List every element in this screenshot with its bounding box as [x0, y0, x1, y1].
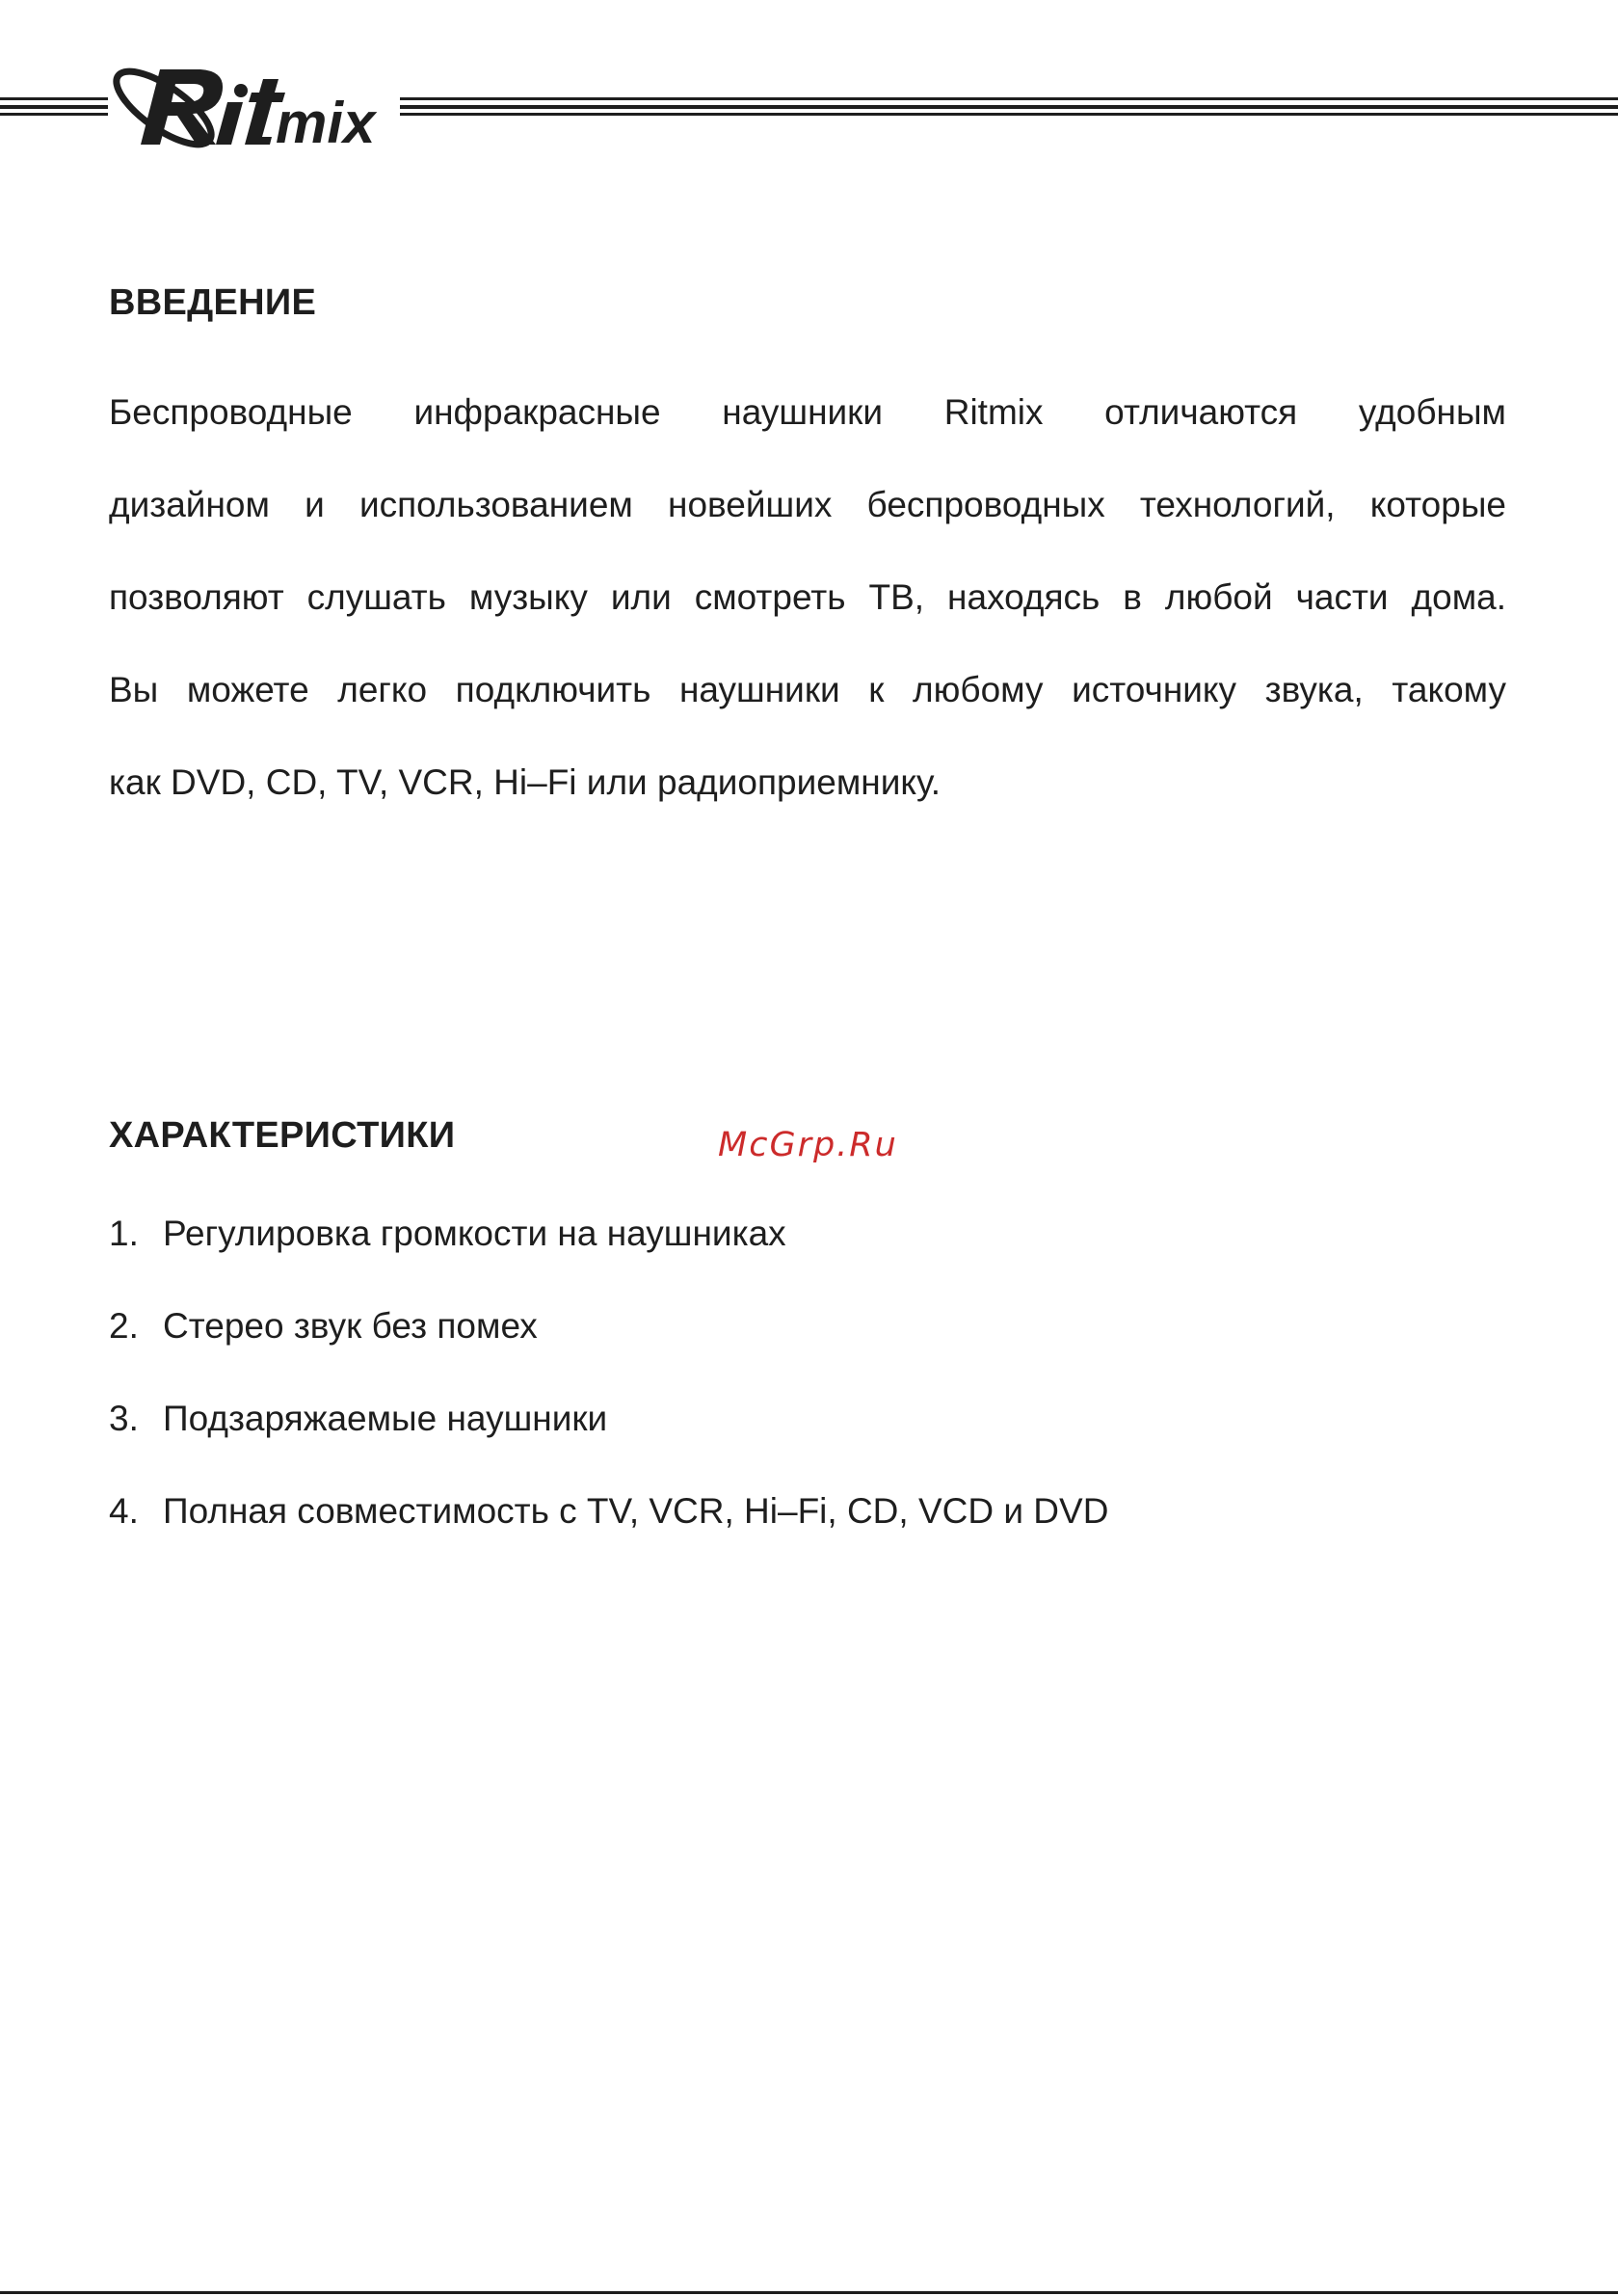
list-item-number: 2. [109, 1306, 139, 1346]
list-item-number: 4. [109, 1491, 139, 1531]
watermark-text: McGrp.Ru [718, 1126, 898, 1164]
intro-line: как DVD, CD, TV, VCR, Hi–Fi или радиоприемнику. [109, 762, 942, 802]
intro-line: Беспроводные инфракрасные наушники Ritmix отличаются удобным [109, 392, 1506, 432]
list-item [109, 1280, 1108, 1373]
intro-paragraph [109, 366, 1506, 829]
intro-line: дизайном и использованием новейших беспроводных технологий, которые [109, 485, 1506, 524]
list-item-text: Подзаряжаемые наушники [163, 1399, 608, 1438]
list-item-text: Полная совместимость с TV, VCR, Hi–Fi, CD, VCD и DVD [163, 1491, 1109, 1531]
ritmix-logo-icon [104, 48, 393, 178]
list-item [109, 1465, 1108, 1558]
list-item-text: Стерео звук без помех [163, 1306, 538, 1346]
list-item-text: Регулировка громкости на наушниках [163, 1214, 786, 1253]
list-item-number: 3. [109, 1399, 139, 1438]
features-list [109, 1188, 1108, 1558]
features-heading: ХАРАКТЕРИСТИКИ [109, 1115, 456, 1156]
list-item-number: 1. [109, 1214, 139, 1253]
intro-line: Вы можете легко подключить наушники к любому источнику звука, такому [109, 670, 1506, 709]
header-rule-left [0, 97, 108, 122]
list-item [109, 1188, 1108, 1280]
bottom-rule [0, 2291, 1618, 2294]
intro-heading: ВВЕДЕНИЕ [109, 282, 317, 323]
intro-line: позволяют слушать музыку или смотреть ТВ, находясь в любой части дома. [109, 577, 1506, 617]
header-rule-right [400, 97, 1618, 122]
page-header [0, 48, 1618, 178]
list-item [109, 1373, 1108, 1465]
svg-text:mix: mix [276, 91, 376, 155]
